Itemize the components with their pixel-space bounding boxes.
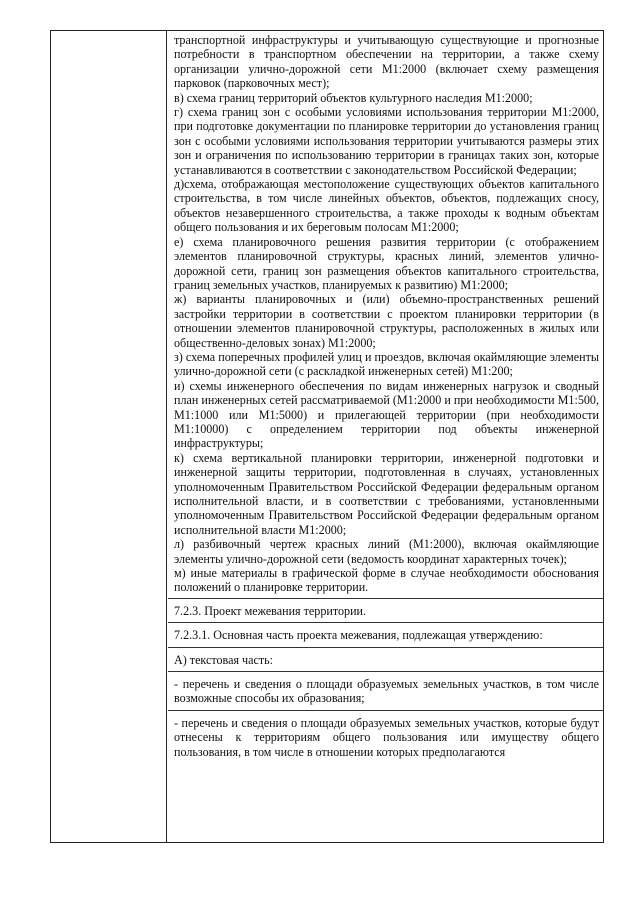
content-column [168, 31, 603, 842]
paragraph: транспортной инфраструктуры и учитывающую существующие и прогнозные потребности в транспортном обеспечении на территории, а также схему организации улично-дорожной сети М1:2000 (включает схему размещения парковок (парковочных мест); [174, 33, 599, 91]
text-part-label: А) текстовая часть: [174, 652, 274, 667]
list-item: - перечень и сведения о площади образуемых земельных участков, в том числе возможные способы их образования; [174, 677, 599, 706]
text-part-row [168, 648, 603, 672]
subsection-heading: 7.2.3.1. Основная часть проекта межевания, подлежащая утверждению: [174, 628, 543, 643]
left-empty-column [51, 31, 167, 842]
graphic-materials-list [168, 31, 603, 599]
paragraph: ж) варианты планировочных и (или) объемно-пространственных решений застройки территории в соответствии с проектом планировки территории (в отношении элементов планировочной структуры, расположенных в жилых или общественно-деловых зонах) М1:2000; [174, 292, 599, 350]
list-item-row [168, 711, 603, 763]
paragraph: в) схема границ территорий объектов культурного наследия М1:2000; [174, 90, 533, 105]
section-heading: 7.2.3. Проект межевания территории. [174, 603, 367, 618]
list-item-row [168, 672, 603, 711]
paragraph: л) разбивочный чертеж красных линий (М1:2000), включая окаймляющие элементы улично-дорожной сети (ведомость координат характерных точек); [174, 537, 599, 566]
paragraph: к) схема вертикальной планировки территории, инженерной подготовки и инженерной защиты территории, подготовленная в случаях, установленных уполномоченным Правительством Российской Федерации федеральным органом исполнительной власти, и в соответствии с требованиями, установленными уполномоченным Правительством Российской Федерации федеральным органом исполнительной власти М1:2000; [174, 450, 599, 537]
paragraph: з) схема поперечных профилей улиц и проездов, включая окаймляющие элементы улично-дорожной сети (с раскладкой инженерных сетей) М1:200; [174, 349, 599, 379]
paragraph: г) схема границ зон с особыми условиями использования территории М1:2000, при подготовке документации по планировке территории до установления границ зон с особыми условиями использования территории учитываются размеры этих зон и ограничения по использованию территории в границах таких зон, которые устанавливаются в соответствии с законодательством Российской Федерации; [174, 105, 599, 177]
list-item: - перечень и сведения о площади образуемых земельных участков, которые будут отнесены к территориям общего пользования или имуществу общего пользования, в том числе в отношении которых предполагаются [174, 715, 599, 759]
paragraph: е) схема планировочного решения развития территории (с отображением элементов планировочной структуры, красных линий, элементов улично-дорожной сети, границ зон размещения объектов капитального строительства, границ земельных участков, планируемых к развитию) М1:2000; [174, 234, 599, 292]
subsection-row [168, 623, 603, 647]
paragraph: м) иные материалы в графической форме в случае необходимости обоснования положений о планировке территории. [174, 566, 599, 595]
section-heading-row [168, 599, 603, 623]
paragraph: и) схемы инженерного обеспечения по видам инженерных нагрузок и сводный план инженерных сетей рассматриваемой (М1:2000 и при необходимости М1:500, М1:1000 или М1:5000) и прилегающей территории (при необходимости М1:10000) с определением территории под объекты инженерной инфраструктуры; [174, 378, 599, 451]
paragraph: д)схема, отображающая местоположение существующих объектов капитального строительства, в том числе линейных объектов, объектов, подлежащих сносу, объектов незавершенного строительства, а также проходы к водным объектам общего пользования и их береговым полосам М1:2000; [174, 177, 599, 235]
document-table [50, 30, 604, 843]
